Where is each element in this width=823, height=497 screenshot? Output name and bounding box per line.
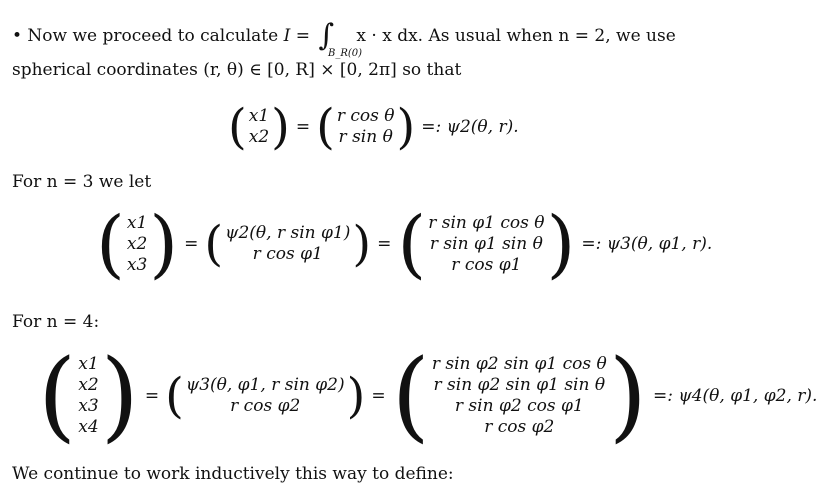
n4-line: For n = 4:	[12, 312, 100, 332]
eq2-rhs-entry-2: r sin φ1 sin θ	[429, 233, 543, 254]
n3-line: For n = 3 we let	[12, 172, 152, 192]
eq3-rhs-entry-2: r sin φ2 sin φ1 sin θ	[433, 375, 606, 395]
equation-psi2: ( x1 x2 ) = ( r cos θ r sin θ ) =: ψ2(θ, r).	[228, 99, 519, 155]
vector-x-3: ( x1 x2 x3 )	[96, 201, 179, 287]
eq2-rhs-entry-3: r cos φ1	[451, 254, 522, 275]
eq3-rhs-entry-1: r sin φ2 sin φ1 cos θ	[431, 354, 607, 374]
vector-psi4-explicit: ( r sin φ2 sin φ1 cos θ r sin φ2 sin φ1 sin θ r sin φ2 cos φ1 r cos φ2 )	[391, 339, 647, 453]
vector-psi3-explicit: ( r sin φ1 cos θ r sin φ1 sin θ r cos φ1 )	[397, 201, 576, 287]
eq1-lhs-entry-1: x1	[248, 106, 270, 126]
eq3-rhs-entry-4: r cos φ2	[484, 417, 555, 437]
integral-domain: B_R(0)	[328, 48, 363, 59]
integral-rest: x · x dx. As usual when n = 2, we use	[356, 26, 676, 46]
continue-line: We continue to work inductively this way to define:	[12, 464, 454, 484]
eq3-mid-entry-2: r cos φ2	[230, 396, 301, 416]
coords-line: spherical coordinates (r, θ) ∈ [0, R] × [0, 2π] so that	[12, 60, 462, 80]
equation-psi4: ( x1 x2 x3 x4 ) = ( ψ3(θ, φ1, r sin φ2) r cos φ2 ) = ( r sin φ2 sin φ1 cos θ r sin φ2 sin φ1 sin θ r sin φ2 cos φ1 r cos φ2 ) =: ψ4(θ, φ1, φ2, r).	[38, 339, 818, 453]
eq3-lhs-entry-2: x2	[78, 375, 99, 395]
eq1-rhs-entry-1: r cos θ	[336, 106, 395, 126]
eq2-mid-entry-2: r cos φ1	[252, 244, 323, 264]
equation-psi3: ( x1 x2 x3 ) = ( ψ2(θ, r sin φ1) r cos φ1 ) = ( r sin φ1 cos θ r sin φ1 sin θ r cos φ1 ) =: ψ3(θ, φ1, r).	[96, 201, 713, 287]
eq1-rhs-entry-2: r sin θ	[338, 127, 393, 147]
eq3-lhs-entry-4: x4	[78, 417, 99, 437]
eq3-rhs-entry-3: r sin φ2 cos φ1	[454, 396, 584, 416]
intro-text: • Now we proceed to calculate	[12, 26, 279, 46]
vector-psi2: ( r cos θ r sin θ )	[316, 99, 416, 155]
vector-x-2: ( x1 x2 )	[228, 99, 290, 155]
eq3-mid-entry-1: ψ3(θ, φ1, r sin φ2)	[185, 375, 345, 395]
eq3-lhs-entry-1: x1	[78, 354, 99, 374]
eq2-lhs-entry-3: x3	[126, 254, 148, 275]
psi2-definition: =: ψ2(θ, r).	[421, 117, 519, 137]
eq2-mid-entry-1: ψ2(θ, r sin φ1)	[225, 223, 351, 243]
eq2-lhs-entry-2: x2	[126, 233, 148, 254]
vector-psi3-recursive: ( ψ2(θ, r sin φ1) r cos φ1 )	[204, 216, 372, 272]
eq2-lhs-entry-1: x1	[126, 212, 148, 233]
eq3-lhs-entry-3: x3	[78, 396, 99, 416]
eq2-rhs-entry-1: r sin φ1 cos θ	[428, 212, 545, 233]
vector-x-4: ( x1 x2 x3 x4 )	[38, 339, 139, 453]
vector-psi4-recursive: ( ψ3(θ, φ1, r sin φ2) r cos φ2 )	[165, 368, 366, 424]
eq1-lhs-entry-2: x2	[248, 127, 270, 147]
psi4-definition: =: ψ4(θ, φ1, φ2, r).	[653, 386, 818, 406]
integral-lhs: I =	[283, 26, 310, 46]
psi3-definition: =: ψ3(θ, φ1, r).	[581, 234, 713, 254]
integral-sign: ∫	[318, 18, 335, 53]
intro-line	[12, 14, 676, 59]
